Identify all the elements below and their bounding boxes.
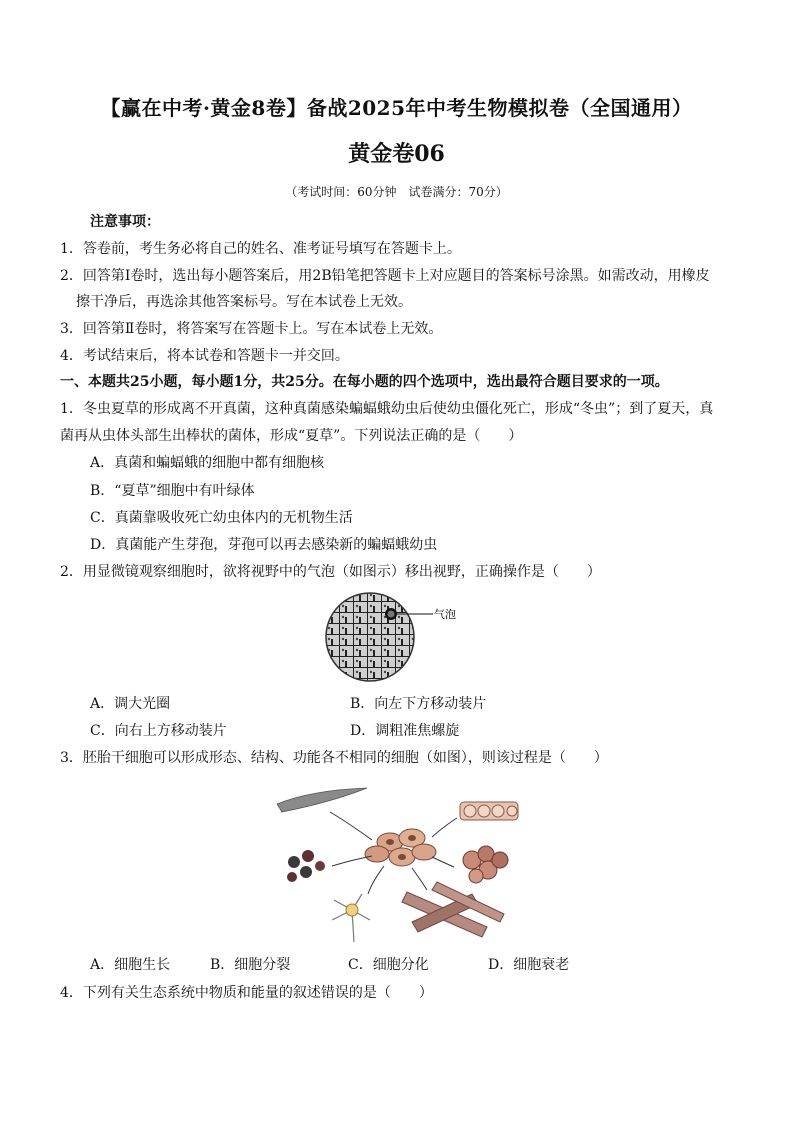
notice-item: 1．答卷前，考生务必将自己的姓名、准考证号填写在答题卡上。 — [60, 241, 461, 257]
answer-option[interactable]: D．调粗准焦螺旋 — [350, 723, 460, 739]
answer-option[interactable]: A．真菌和蝙蝠蛾的细胞中都有细胞核 — [90, 455, 325, 471]
figure-label: 气泡 — [434, 608, 456, 621]
section-heading: 一、本题共25小题，每小题1分，共25分。在每小题的四个选项中，选出最符合题目要求的一项。 — [60, 374, 669, 390]
answer-option[interactable]: B．向左下方移动装片 — [350, 696, 487, 712]
answer-option[interactable]: B．“夏草”细胞中有叶绿体 — [90, 483, 255, 499]
notice-item: 3．回答第Ⅱ卷时，将答案写在答题卡上。写在本试卷上无效。 — [60, 321, 443, 337]
question-stem: 菌再从虫体头部生出棒状的菌体，形成“夏草”。下列说法正确的是（ ） — [60, 428, 523, 444]
stem-cell-cluster — [365, 829, 436, 866]
notice-heading: 注意事项： — [90, 214, 160, 230]
notice-item: 2．回答第Ⅰ卷时，选出每小题答案后，用2B铅笔把答题卡上对应题目的答案标号涂黑。如需改动，用橡皮 — [60, 268, 710, 284]
stem-cell-figure — [272, 782, 522, 947]
answer-option[interactable]: C．向右上方移动装片 — [90, 723, 227, 739]
notice-item: 擦干净后，再选涂其他答案标号。写在本试卷上无效。 — [76, 294, 412, 310]
answer-option[interactable]: C．细胞分化 — [348, 957, 429, 973]
page-subtitle: 黄金卷06 — [348, 141, 445, 167]
answer-option[interactable]: D．细胞衰老 — [488, 957, 570, 973]
answer-option[interactable]: A．调大光圈 — [90, 696, 171, 712]
answer-option[interactable]: A．细胞生长 — [90, 957, 171, 973]
question-stem: 3．胚胎干细胞可以形成形态、结构、功能各不相同的细胞（如图），则该过程是（ ） — [60, 750, 608, 766]
question-stem: 1．冬虫夏草的形成离不开真菌，这种真菌感染蝙蝠蛾幼虫后使幼虫僵化死亡，形成“冬虫”；到了夏天，真 — [60, 401, 714, 417]
notice-item: 4．考试结束后，将本试卷和答题卡一并交回。 — [60, 348, 349, 364]
question-stem: 4．下列有关生态系统中物质和能量的叙述错误的是（ ） — [60, 985, 433, 1001]
question-stem: 2．用显微镜观察细胞时，欲将视野中的气泡（如图示）移出视野，正确操作是（ ） — [60, 564, 601, 580]
answer-option[interactable]: B．细胞分裂 — [210, 957, 291, 973]
page-title: 【赢在中考·黄金8卷】备战2025年中考生物模拟卷（全国通用） — [100, 96, 693, 120]
answer-option[interactable]: C．真菌靠吸收死亡幼虫体内的无机物生活 — [90, 510, 353, 526]
exam-meta: （考试时间：60分钟 试卷满分：70分） — [285, 185, 508, 199]
microscope-field-figure — [325, 590, 475, 685]
answer-option[interactable]: D．真菌能产生芽孢，芽孢可以再去感染新的蝙蝠蛾幼虫 — [90, 537, 438, 553]
